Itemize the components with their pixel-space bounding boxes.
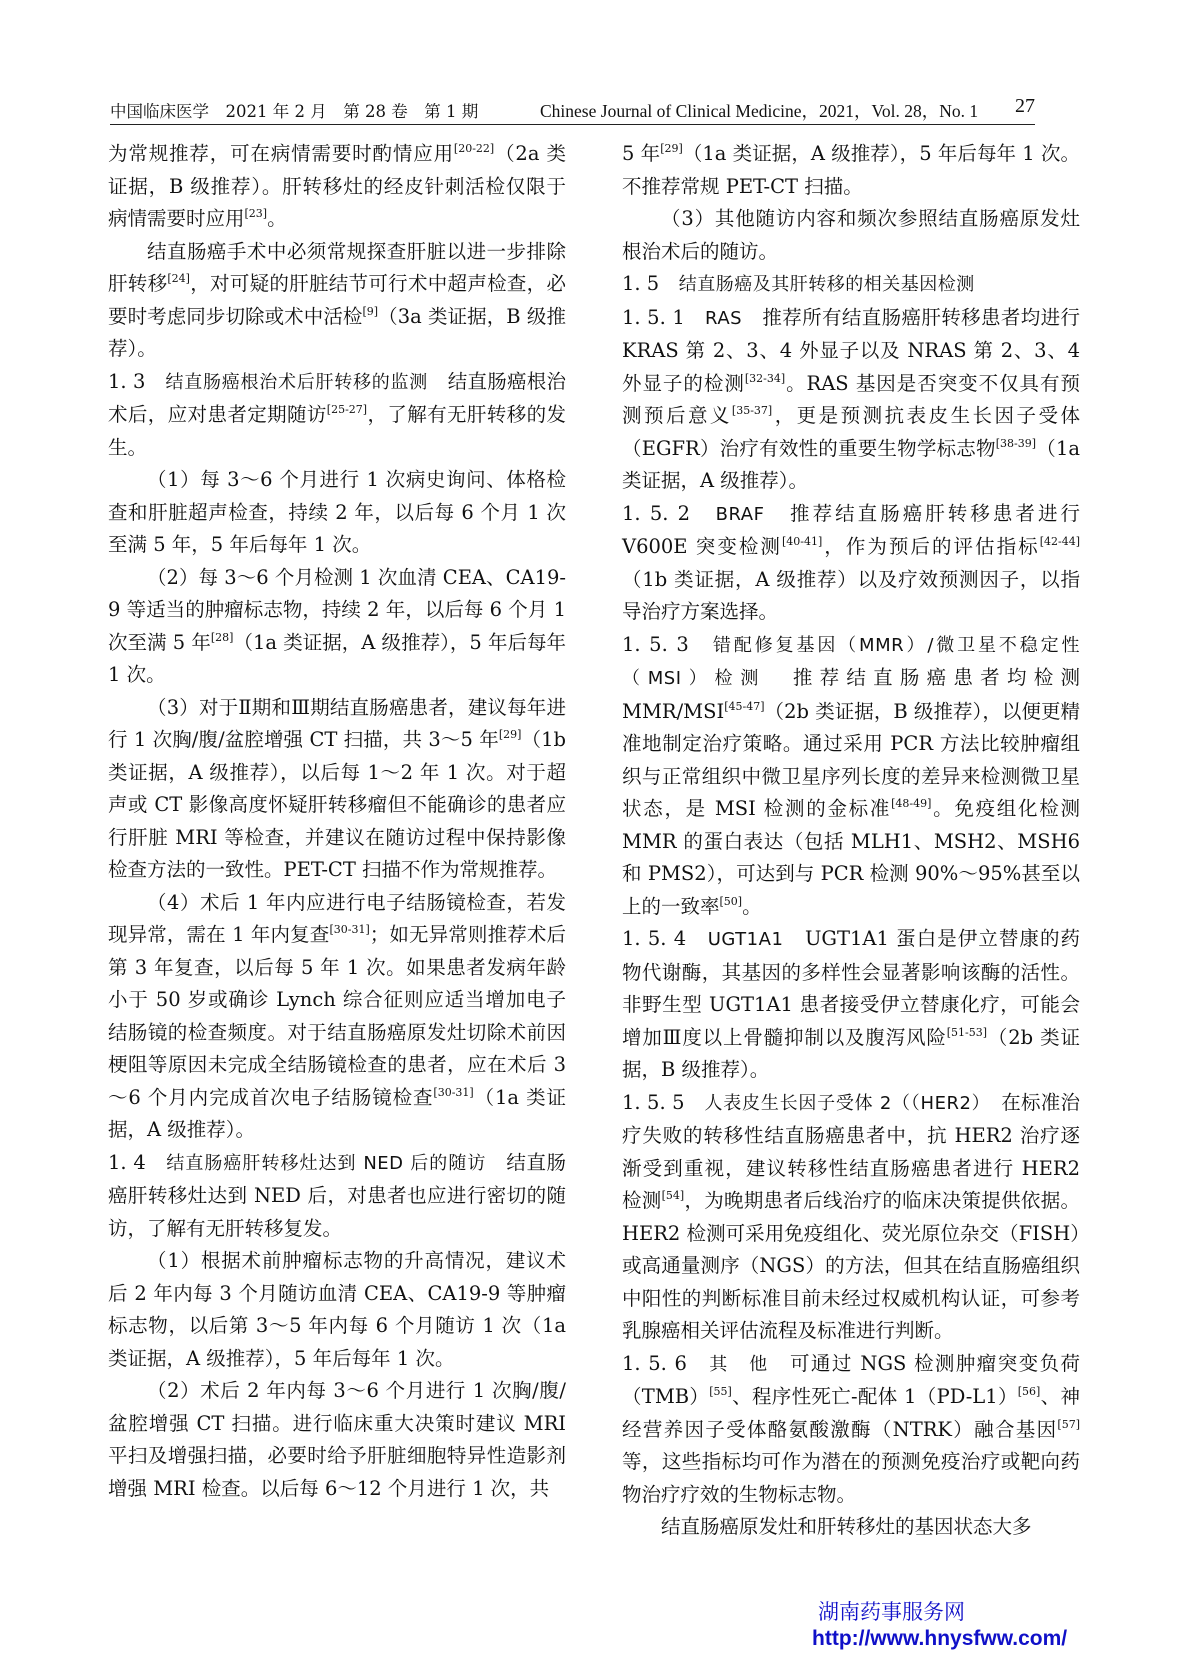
section-heading: 人表皮生长因子受体 2（（HER2） bbox=[704, 1092, 982, 1114]
section-heading: 其 他 bbox=[709, 1353, 770, 1375]
citation[interactable]: [9] bbox=[362, 304, 379, 318]
citation[interactable]: [32-34] bbox=[744, 371, 786, 385]
section-number: 1. 4 bbox=[108, 1150, 146, 1174]
left-column bbox=[108, 138, 566, 1505]
paragraph: （2）术后 2 年内每 3～6 个月进行 1 次胸/腹/盆腔增强 CT 扫描。进行临床重大决策时建议 MRI 平扫及增强扫描，必要时给予肝脏细胞特异性造影剂增强 MRI 检查。以后每 6～12 个月进行 1 次，共 bbox=[108, 1379, 566, 1500]
citation[interactable]: [28] bbox=[210, 630, 234, 644]
watermark-url[interactable]: http://www.hnysfww.com/ bbox=[812, 1627, 1068, 1650]
section-number: 1. 3 bbox=[108, 369, 146, 393]
section-1-4: 1. 4 结直肠癌肝转移灶达到 NED 后的随访 结直肠癌肝转移灶达到 NED 后，对患者也应进行密切的随访，了解有无肝转移复发。 bbox=[108, 1150, 566, 1240]
paragraph: （4）术后 1 年内应进行电子结肠镜检查，若发现异常，需在 1 年内复查[30-31]；如无异常则推荐术后第 3 年复查，以后每 5 年 1 次。如果患者发病年龄小于 50 岁或确诊 Lynch 综合征则应适当增加电子结肠镜的检查频度。对于结直肠癌原发灶切除术前因梗阻等原因未完成全结肠镜检查的患者，应在术后 3～6 个月内完成首次电子结肠镜检查[30-31]（1a 类证据，A 级推荐）。 bbox=[108, 890, 567, 1141]
paragraph: （1）根据术前肿瘤标志物的升高情况，建议术后 2 年内每 3 个月随访血清 CEA、CA19-9 等肿瘤标志物，以后第 3～5 年内每 6 个月随访 1 次（1a 类证据，A 级推荐），5 年后每年 1 次。 bbox=[108, 1249, 566, 1370]
section-heading: RAS bbox=[705, 307, 743, 329]
running-header bbox=[110, 94, 1035, 125]
section-heading: 结直肠癌肝转移灶达到 NED 后的随访 bbox=[166, 1152, 487, 1174]
paragraph: 为常规推荐，可在病情需要时酌情应用[20-22]（2a 类证据，B 级推荐）。肝转移灶的经皮针刺活检仅限于病情需要时应用[23]。 bbox=[108, 142, 566, 230]
citation[interactable]: [35-37] bbox=[731, 404, 773, 417]
citation[interactable]: [54] bbox=[661, 1189, 685, 1202]
journal-title-cn: 中国临床医学 2021 年 2 月 第 28 卷 第 1 期 bbox=[110, 102, 479, 121]
paragraph: 5 年[29]（1a 类证据，A 级推荐），5 年后每年 1 次。不推荐常规 PET-CT 扫描。 bbox=[622, 142, 1080, 198]
citation[interactable]: [48-49] bbox=[891, 797, 932, 810]
section-number: 1. 5 bbox=[622, 272, 660, 295]
citation[interactable]: [29] bbox=[498, 728, 522, 741]
citation[interactable]: [42-44] bbox=[1039, 535, 1080, 548]
paragraph: （2）每 3～6 个月检测 1 次血清 CEA、CA19-9 等适当的肿瘤标志物，持续 2 年，以后每 6 个月 1 次至满 5 年[28]（1a 类证据，A 级推荐），5 年后每年 1 次。 bbox=[108, 565, 566, 686]
citation[interactable]: [24] bbox=[167, 272, 190, 285]
paragraph: （1）每 3～6 个月进行 1 次病史询问、体格检查和肝脏超声检查，持续 2 年，以后每 6 个月 1 次至满 5 年，5 年后每年 1 次。 bbox=[108, 468, 566, 556]
section-number: 1. 5. 6 bbox=[622, 1351, 687, 1375]
section-number: 1. 5. 5 bbox=[622, 1090, 685, 1114]
section-heading: 结直肠癌及其肝转移的相关基因检测 bbox=[678, 274, 975, 295]
section-1-5 bbox=[622, 268, 1080, 302]
citation[interactable]: [57] bbox=[1057, 1417, 1080, 1431]
citation[interactable]: [30-31] bbox=[329, 923, 370, 936]
paragraph: 结直肠癌手术中必须常规探查肝脏以进一步排除肝转移[24]，对可疑的肝脏结节可行术中超声检查，必要时考虑同步切除或术中活检[9]（3a 类证据，B 级推荐）。 bbox=[108, 239, 566, 360]
citation[interactable]: [23] bbox=[244, 207, 268, 220]
section-1-5-2: 1. 5. 2 BRAF 推荐结直肠癌肝转移患者进行 V600E 突变检测[40-41]，作为预后的评估指标[42-44]（1b 类证据，A 级推荐）以及疗效预测因子，以指导治疗方案选择。 bbox=[622, 501, 1080, 623]
section-number: 1. 5. 2 bbox=[622, 501, 691, 525]
section-heading: 错配修复基因（MMR）/微卫星不稳定性（MSI）检测 bbox=[622, 634, 1080, 689]
section-1-5-1: 1. 5. 1 RAS 推荐所有结直肠癌肝转移患者均进行 KRAS 第 2、3、4 外显子以及 NRAS 第 2、3、4 外显子的检测[32-34]。RAS 基因是否突变不仅具有预测预后意义[35-37]，更是预测抗表皮生长因子受体（EGFR）治疗有效性的重要生物学标志物[38-39]（1a 类证据，A 级推荐）。 bbox=[622, 305, 1080, 492]
section-1-5-4: 1. 5. 4 UGT1A1 UGT1A1 蛋白是伊立替康的药物代谢酶，其基因的多样性会显著影响该酶的活性。非野生型 UGT1A1 患者接受伊立替康化疗，可能会增加Ⅲ度以上骨髓抑制以及腹泻风险[51-53]（2b 类证据，B 级推荐）。 bbox=[622, 927, 1080, 1081]
citation[interactable]: [29] bbox=[660, 142, 683, 155]
page-number: 27 bbox=[1015, 95, 1035, 117]
section-number: 1. 5. 4 bbox=[622, 927, 687, 950]
citation[interactable]: [51-53] bbox=[946, 1025, 988, 1039]
section-heading: 结直肠癌根治术后肝转移的监测 bbox=[165, 371, 428, 393]
section-heading: BRAF bbox=[715, 503, 765, 525]
section-1-3: 1. 3 结直肠癌根治术后肝转移的监测 结直肠癌根治术后，应对患者定期随访[25-27]，了解有无肝转移的发生。 bbox=[108, 369, 566, 459]
watermark-site-name: 湖南药事服务网 bbox=[818, 1601, 965, 1624]
citation[interactable]: [30-31] bbox=[433, 1085, 474, 1099]
paragraph: 结直肠癌原发灶和肝转移灶的基因状态大多 bbox=[661, 1515, 1032, 1538]
watermark bbox=[812, 1600, 1152, 1652]
paragraph: （3）对于Ⅱ期和Ⅲ期结直肠癌患者，建议每年进行 1 次胸/腹/盆腔增强 CT 扫描，共 3～5 年[29]（1b 类证据，A 级推荐），以后每 1～2 年 1 次。对于超声或 CT 影像高度怀疑肝转移瘤但不能确诊的患者应行肝脏 MRI 等检查，并建议在随访过程中保持影像检查方法的一致性。PET-CT 扫描不作为常规推荐。 bbox=[108, 695, 566, 881]
citation[interactable]: [40-41] bbox=[781, 535, 823, 548]
citation[interactable]: [50] bbox=[719, 894, 743, 908]
section-1-5-3: 1. 5. 3 错配修复基因（MMR）/微卫星不稳定性（MSI）检测 推荐结直肠癌患者均检测 MMR/MSI[45-47]（2b 类证据，B 级推荐），以便更精准地制定治疗策略。通过采用 PCR 方法比较肿瘤组织与正常组织中微卫星序列长度的差异来检测微卫星状态，是 MSI 检测的金标准[48-49]。免疫组化检测 MMR 的蛋白表达（包括 MLH1、MSH2、MSH6 和 PMS2），可达到与 PCR 检测 90%～95%甚至以上的一致率[50]。 bbox=[622, 632, 1080, 918]
citation[interactable]: [25-27] bbox=[326, 403, 368, 416]
section-number: 1. 5. 1 bbox=[622, 305, 685, 329]
paragraph: （3）其他随访内容和频次参照结直肠癌原发灶根治术后的随访。 bbox=[622, 207, 1080, 263]
section-1-5-6: 1. 5. 6 其 他 可通过 NGS 检测肿瘤突变负荷（TMB）[55]、程序性死亡-配体 1（PD-L1）[56]、神经营养因子受体酪氨酸激酶（NTRK）融合基因[57]等，这些指标均可作为潜在的预测免疫治疗或靶向药物治疗疗效的生物标志物。 bbox=[622, 1351, 1080, 1506]
citation[interactable]: [55] bbox=[709, 1385, 732, 1398]
right-column bbox=[622, 138, 1080, 1544]
citation[interactable]: [38-39] bbox=[995, 436, 1037, 450]
section-heading: UGT1A1 bbox=[707, 929, 784, 950]
section-1-5-5: 1. 5. 5 人表皮生长因子受体 2（（HER2） 在标准治疗失败的转移性结直肠癌患者中，抗 HER2 治疗逐渐受到重视，建议转移性结直肠癌患者进行 HER2 检测[54]，为晚期患者后线治疗的临床决策提供依据。HER2 检测可采用免疫组化、荧光原位杂交（FISH）或高通量测序（NGS）的方法，但其在结直肠癌组织中阳性的判断标准目前未经过权威机构认证，可参考乳腺癌相关评估流程及标准进行判断。 bbox=[622, 1090, 1080, 1342]
section-number: 1. 5. 3 bbox=[622, 632, 689, 656]
journal-title-en: Chinese Journal of Clinical Medicine，2021，Vol. 28，No. 1 bbox=[540, 101, 979, 121]
citation[interactable]: [45-47] bbox=[724, 699, 765, 713]
citation[interactable]: [56] bbox=[1017, 1385, 1041, 1398]
citation[interactable]: [20-22] bbox=[453, 142, 495, 155]
